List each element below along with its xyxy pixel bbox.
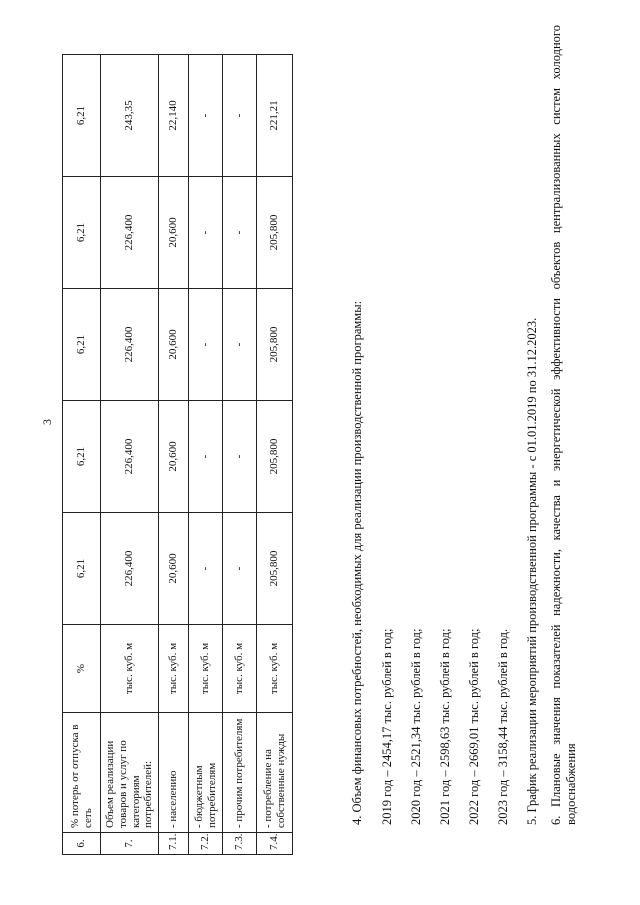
year-value: 20,600 [159,513,189,625]
table-row [257,55,293,855]
indicator-name: - прочим потребителям [223,713,257,833]
year-value: 226,400 [101,513,159,625]
unit-of-measure: % [63,625,101,713]
year-value: - [189,401,223,513]
row-number: 7.3. [223,833,257,855]
year-value: 205,800 [257,177,293,289]
year-value: 22,140 [159,55,189,177]
production-program-table [62,54,293,855]
unit-of-measure: тыс. куб. м [257,625,293,713]
row-number: 6. [63,833,101,855]
year-value: 243,35 [101,55,159,177]
year-value: - [189,513,223,625]
indicator-name: % потерь от отпуска в сеть [63,713,101,833]
year-value: 20,600 [159,177,189,289]
finance-2022: 2022 год – 2669,01 тыс. рублей в год; [467,628,481,825]
section-4-title: 4. Объем финансовых потребностей, необходимых для реализации производственной программы: [350,300,364,825]
year-value: 205,800 [257,289,293,401]
scan-top-edge [0,0,640,3]
row-number: 7.2. [189,833,223,855]
year-value: - [223,55,257,177]
unit-of-measure: тыс. куб. м [101,625,159,713]
year-value: 6,21 [63,177,101,289]
table-row [189,55,223,855]
finance-2021: 2021 год – 2598,63 тыс. рублей в год; [438,628,452,825]
unit-of-measure: тыс. куб. м [189,625,223,713]
year-value: - [223,401,257,513]
year-value: 6,21 [63,289,101,401]
year-value: 6,21 [63,55,101,177]
row-number: 7. [101,833,159,855]
finance-2023: 2023 год – 3158,44 тыс. рублей в год. [496,628,510,825]
year-value: 226,400 [101,177,159,289]
year-value: - [223,289,257,401]
table-row [223,55,257,855]
section-5-schedule: 5. График реализации мероприятий производственной программы - с 01.01.2019 по 31.12.2023. [525,317,539,825]
year-value: 226,400 [101,401,159,513]
indicator-name: - населению [159,713,189,833]
year-value: 221,21 [257,55,293,177]
indicator-name: Объем реализации товаров и услуг по категориям потребителей: [101,713,159,833]
year-value: - [189,289,223,401]
year-value: 20,600 [159,289,189,401]
year-value: 226,400 [101,289,159,401]
indicator-name: - бюджетным потребителям [189,713,223,833]
year-value: 6,21 [63,401,101,513]
section-6-indicators: 6. Плановые значения показателей надежности, качества и энергетической эффективности объектов централизованных систем холодного водоснабжения [549,25,578,825]
table-row [63,55,101,855]
finance-2020: 2020 год – 2521,34 тыс. рублей в год; [409,628,423,825]
unit-of-measure: тыс. куб. м [159,625,189,713]
unit-of-measure: тыс. куб. м [223,625,257,713]
year-value: 6,21 [63,513,101,625]
year-value: - [189,55,223,177]
finance-2019: 2019 год – 2454,17 тыс. рублей в год; [380,628,394,825]
year-value: 20,600 [159,401,189,513]
year-value: - [189,177,223,289]
table-row [101,55,159,855]
year-value: - [223,513,257,625]
table-row [159,55,189,855]
row-number: 7.1. [159,833,189,855]
year-value: 205,800 [257,513,293,625]
rotated-page-content [62,25,582,855]
indicator-name: - потребление на собственные нужды [257,713,293,833]
row-number: 7.4. [257,833,293,855]
year-value: - [223,177,257,289]
year-value: 205,800 [257,401,293,513]
page-number: 3 [40,419,54,425]
